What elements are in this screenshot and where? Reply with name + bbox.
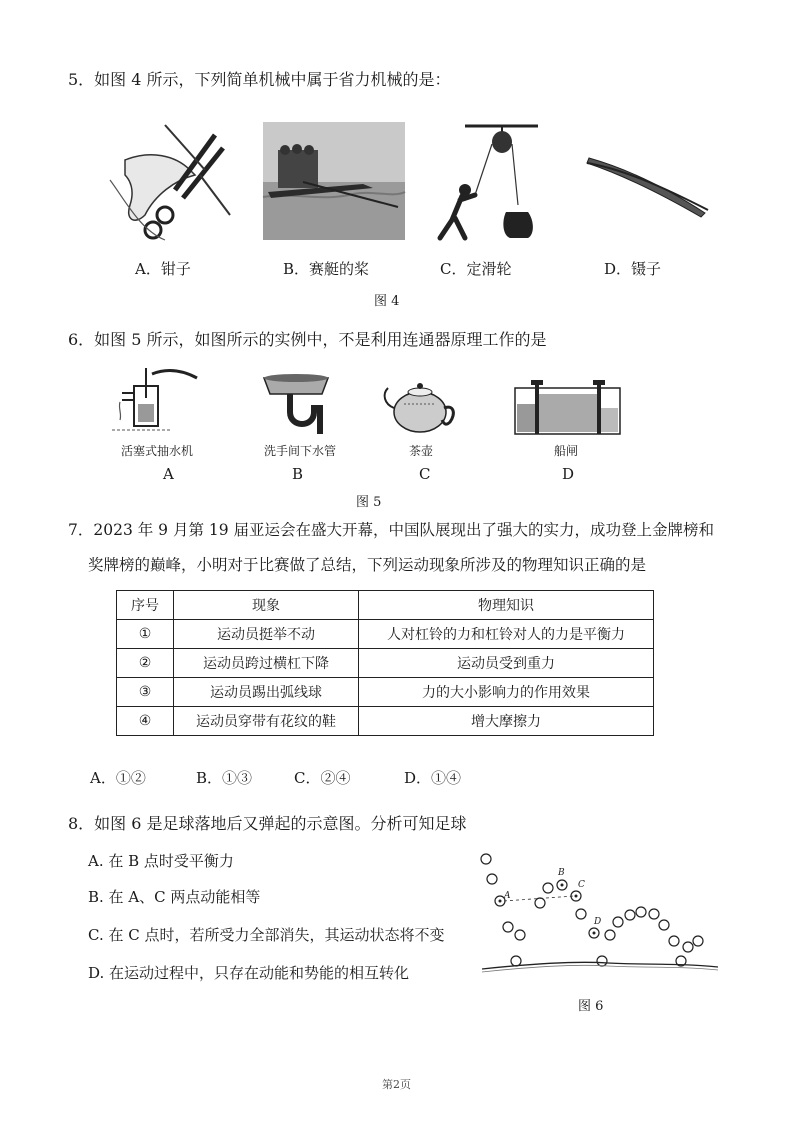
point-d-label: D: [594, 917, 602, 927]
table-cell-index: ②: [117, 649, 174, 678]
q7-option-b: B．①③: [196, 769, 253, 787]
q5-option-a: A．钳子: [135, 260, 191, 278]
tweezers-illustration: [583, 155, 713, 225]
q8-stem: 8．如图 6 是足球落地后又弹起的示意图。分析可知足球: [68, 814, 467, 833]
table-cell-knowledge: 运动员受到重力: [359, 649, 654, 678]
sink-drain-illustration: [258, 372, 338, 438]
q5-option-b: B．赛艇的桨: [283, 260, 370, 278]
figure-5-caption: 图 5: [356, 495, 382, 510]
point-b-label: B: [558, 868, 565, 878]
table-cell-index: ④: [117, 707, 174, 736]
q8-option-d: D. 在运动过程中，只存在动能和势能的相互转化: [88, 964, 410, 982]
table-row: [117, 649, 654, 678]
fixed-pulley-illustration: [430, 120, 545, 245]
q7-option-c: C．②④: [294, 769, 351, 787]
table-header-index: 序号: [117, 591, 174, 620]
q6-item-d-caption: 船闸: [554, 444, 579, 458]
table-header-row: [117, 591, 654, 620]
teapot-illustration: [380, 374, 462, 436]
point-c-label: C: [578, 880, 585, 890]
rowing-boat-photo: [263, 122, 405, 240]
q6-letter-d: D: [562, 465, 575, 483]
table-row: [117, 678, 654, 707]
figure-6-caption: 图 6: [578, 999, 604, 1014]
q6-item-a-caption: 活塞式抽水机: [121, 444, 194, 458]
q8-option-b: B. 在 A、C 两点动能相等: [88, 888, 261, 906]
q7-stem-line1: 7．2023 年 9 月第 19 届亚运会在盛大开幕，中国队展现出了强大的实力，成功登上金牌榜和: [68, 521, 715, 539]
q7-option-d: D．①④: [404, 769, 462, 787]
q6-letter-c: C: [419, 465, 431, 483]
q8-option-a: A. 在 B 点时受平衡力: [88, 852, 234, 870]
bouncing-ball-diagram: [478, 845, 723, 980]
piston-pump-illustration: [112, 368, 202, 438]
ship-lock-illustration: [515, 378, 620, 434]
q7-stem-line2: 奖牌榜的巅峰，小明对于比赛做了总结，下列运动现象所涉及的物理知识正确的是: [88, 556, 647, 574]
table-cell-knowledge: 力的大小影响力的作用效果: [359, 678, 654, 707]
pliers-illustration: [105, 120, 235, 245]
table-header-knowledge: 物理知识: [359, 591, 654, 620]
q5-option-c: C．定滑轮: [440, 260, 512, 278]
table-cell-knowledge: 增大摩擦力: [359, 707, 654, 736]
page-number: 第2页: [382, 1078, 411, 1091]
q6-item-b-caption: 洗手间下水管: [264, 444, 337, 458]
q6-letter-a: A: [163, 465, 174, 483]
table-header-phenomenon: 现象: [174, 591, 359, 620]
table-cell-phenomenon: 运动员穿带有花纹的鞋: [174, 707, 359, 736]
q5-stem: 5．如图 4 所示，下列简单机械中属于省力机械的是：: [68, 70, 451, 89]
table-row: [117, 707, 654, 736]
figure-4-caption: 图 4: [374, 294, 400, 309]
table-row: [117, 620, 654, 649]
q6-letter-b: B: [292, 465, 304, 483]
point-a-label: A: [504, 891, 511, 901]
table-cell-phenomenon: 运动员挺举不动: [174, 620, 359, 649]
q7-option-a: A．①②: [90, 769, 146, 787]
q6-stem: 6．如图 5 所示，如图所示的实例中，不是利用连通器原理工作的是: [68, 330, 547, 349]
table-cell-knowledge: 人对杠铃的力和杠铃对人的力是平衡力: [359, 620, 654, 649]
physics-knowledge-table: [116, 590, 654, 736]
table-cell-index: ①: [117, 620, 174, 649]
table-cell-index: ③: [117, 678, 174, 707]
q8-option-c: C. 在 C 点时，若所受力全部消失，其运动状态将不变: [88, 926, 445, 944]
table-cell-phenomenon: 运动员跨过横杠下降: [174, 649, 359, 678]
table-cell-phenomenon: 运动员踢出弧线球: [174, 678, 359, 707]
q6-item-c-caption: 茶壶: [409, 444, 434, 458]
q5-option-d: D．镊子: [604, 260, 662, 278]
